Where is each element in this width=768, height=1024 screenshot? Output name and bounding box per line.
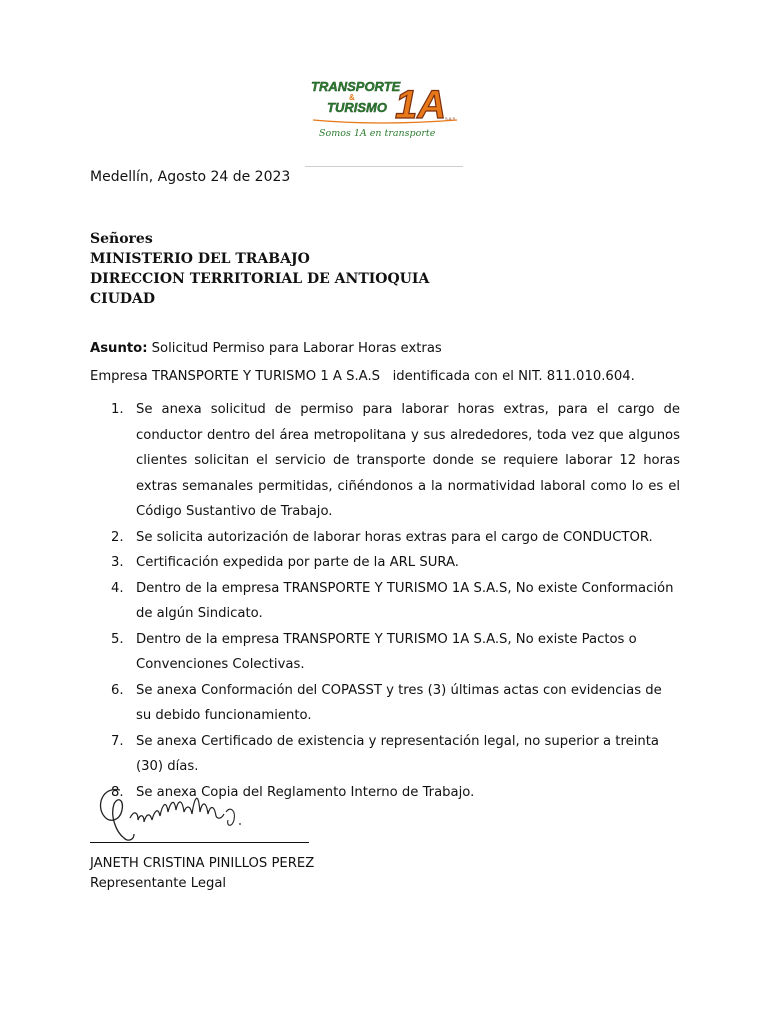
subject-text: Solicitud Permiso para Laborar Horas extras	[147, 341, 442, 356]
list-item-number: 7.	[111, 733, 124, 749]
list-item-number: 4.	[111, 580, 124, 596]
list-item-text: Se anexa Conformación del COPASST y tres (3) últimas actas con evidencias de su debido funcionamiento.	[136, 682, 662, 723]
signer-title: Representante Legal	[90, 876, 227, 891]
list-item-text: Se solicita autorización de laborar horas extras para el cargo de CONDUCTOR.	[136, 529, 653, 545]
signature-line	[90, 842, 309, 843]
recipient-city: CIUDAD	[90, 291, 156, 307]
list-item-text: Se anexa Certificado de existencia y representación legal, no superior a treinta (30) días.	[136, 733, 659, 774]
list-item	[90, 627, 680, 678]
list-item-text: Certificación expedida por parte de la ARL SURA.	[136, 555, 459, 570]
list-item	[90, 729, 680, 780]
svg-text:1A: 1A	[395, 83, 447, 127]
list-item	[90, 576, 680, 627]
handwritten-signature	[90, 776, 320, 846]
header-divider	[305, 166, 463, 167]
subject-line	[90, 341, 442, 356]
company-logo	[309, 74, 464, 146]
list-item	[90, 678, 680, 729]
company-line: Empresa TRANSPORTE Y TURISMO 1 A S.A.S identificada con el NIT. 811.010.604.	[90, 369, 635, 384]
signer-name: JANETH CRISTINA PINILLOS PEREZ	[90, 856, 315, 871]
annex-list	[90, 397, 680, 805]
list-item	[90, 550, 680, 576]
svg-text:TURISMO: TURISMO	[327, 100, 387, 115]
svg-text:&: &	[349, 93, 355, 102]
list-item-text: Se anexa Copia del Reglamento Interno de Trabajo.	[136, 784, 475, 800]
list-item-number: 5.	[111, 631, 124, 647]
svg-text:Somos 1A en transporte: Somos 1A en transporte	[319, 128, 436, 139]
subject-label: Asunto:	[90, 341, 148, 356]
list-item-number: 6.	[111, 682, 124, 698]
recipient-direction: DIRECCION TERRITORIAL DE ANTIOQUIA	[90, 271, 430, 287]
list-item-number: 2.	[111, 529, 124, 545]
list-item-text: Se anexa solicitud de permiso para laborar horas extras, para el cargo de conductor dentro del área metropolitana y sus alrededores, toda vez que algunos clientes solicitan el servicio de transporte donde se requiere laborar 12 horas extras semanales permitidas, ciñéndonos a la normatividad laboral como lo es el Código Sustantivo de Trabajo.	[136, 402, 680, 519]
recipient-ministry: MINISTERIO DEL TRABAJO	[90, 251, 310, 267]
svg-text:S.A.S: S.A.S	[445, 116, 456, 121]
letter-date: Medellín, Agosto 24 de 2023	[90, 169, 291, 185]
recipient-block	[90, 229, 429, 309]
list-item-number: 8.	[111, 784, 124, 800]
recipient-salutation: Señores	[90, 231, 153, 247]
list-item-number: 1.	[111, 402, 124, 417]
list-item	[90, 525, 680, 551]
list-item-number: 3.	[111, 555, 124, 570]
list-item-text: Dentro de la empresa TRANSPORTE Y TURISMO 1A S.A.S, No existe Pactos o Convenciones Colectivas.	[136, 631, 637, 672]
list-item-text: Dentro de la empresa TRANSPORTE Y TURISMO 1A S.A.S, No existe Conformación de algún Sindicato.	[136, 580, 674, 621]
list-item	[90, 397, 680, 525]
svg-text:TRANSPORTE: TRANSPORTE	[311, 79, 401, 94]
